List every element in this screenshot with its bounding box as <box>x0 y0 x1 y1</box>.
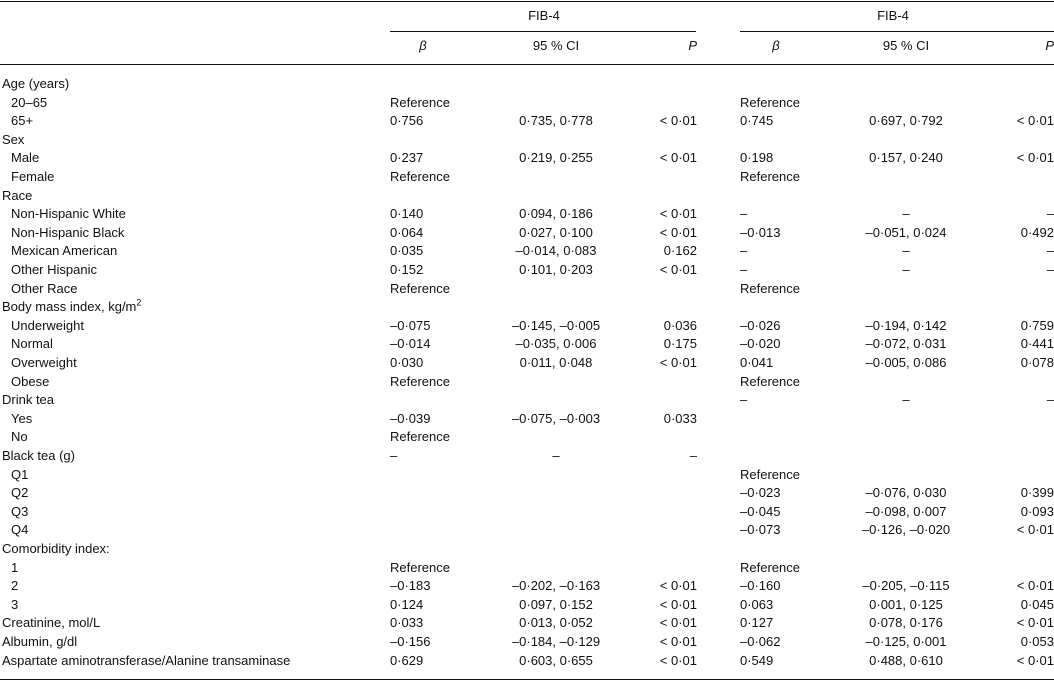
col-p-1: P <box>688 38 697 53</box>
cell-p1: 0·033 <box>663 410 697 426</box>
row-label <box>2 652 290 670</box>
cell-b1: 0·140 <box>390 206 424 222</box>
cell-b1: 0·064 <box>390 224 424 240</box>
cell-p1: < 0·01 <box>659 615 697 631</box>
cell-ci1: 0·027, 0·100 <box>519 224 593 240</box>
cell-p2: 0·053 <box>1020 634 1054 649</box>
cell-b2: –0·023 <box>740 485 781 501</box>
cell-b1: Reference <box>390 280 450 296</box>
cell-ci2: –0·051, 0·024 <box>865 224 947 240</box>
row-label-text: Age (years) <box>2 76 70 91</box>
row-label <box>11 242 117 260</box>
cell-p2: – <box>1046 262 1054 277</box>
cell-p1: 0·036 <box>663 317 697 333</box>
cell-b1: 0·035 <box>390 243 424 259</box>
row-label-text: Normal <box>11 336 53 352</box>
cell-b2: 0·041 <box>740 355 774 370</box>
cell-p1: < 0·01 <box>659 262 697 277</box>
cell-ci2: 0·001, 0·125 <box>869 596 943 612</box>
row-label <box>11 503 28 521</box>
row-label-superscript: 2 <box>136 297 142 308</box>
cell-p2: 0·093 <box>1020 503 1054 519</box>
cell-b1: – <box>390 448 398 463</box>
cell-ci1: 0·097, 0·152 <box>519 596 593 612</box>
cell-p1: < 0·01 <box>659 206 697 222</box>
cell-p1: < 0·01 <box>659 113 697 129</box>
cell-b1: 0·030 <box>390 355 424 370</box>
cell-p2: – <box>1046 243 1054 259</box>
cell-b2: –0·160 <box>740 578 781 594</box>
cell-ci2: –0·194, 0·142 <box>865 317 947 333</box>
cell-p1: 0·175 <box>663 336 697 352</box>
cell-b2: Reference <box>740 466 800 482</box>
row-label <box>11 373 49 391</box>
cell-p2: – <box>1046 392 1054 408</box>
row-label-text: Body mass index, kg/m <box>2 299 137 315</box>
row-label <box>11 466 28 484</box>
cell-ci1: – <box>552 448 560 463</box>
row-label-text: Non-Hispanic Black <box>11 224 125 240</box>
cell-p2: < 0·01 <box>1016 522 1054 538</box>
row-label-text: Q4 <box>11 522 29 538</box>
cell-ci2: –0·125, 0·001 <box>865 634 947 649</box>
row-label <box>2 187 32 205</box>
cell-ci1: 0·603, 0·655 <box>519 652 593 668</box>
cell-b2: Reference <box>740 169 800 184</box>
row-label <box>11 205 126 223</box>
cell-b2: –0·073 <box>740 522 781 538</box>
cell-b2: Reference <box>740 373 800 389</box>
row-label <box>2 540 110 558</box>
row-label-text: Underweight <box>11 317 84 333</box>
row-label-text: 2 <box>11 578 19 594</box>
cell-b2: –0·020 <box>740 336 781 352</box>
row-label-text: Male <box>11 150 40 166</box>
cell-p1: < 0·01 <box>659 652 697 668</box>
row-label <box>2 614 100 632</box>
cell-b2: 0·745 <box>740 113 774 129</box>
cell-b1: 0·124 <box>390 596 424 612</box>
row-label <box>2 298 141 316</box>
row-label <box>2 391 54 409</box>
cell-ci1: 0·219, 0·255 <box>519 150 593 166</box>
cell-ci1: –0·202, –0·163 <box>511 578 601 594</box>
cell-ci1: 0·735, 0·778 <box>519 113 593 129</box>
row-label-text: Female <box>11 169 55 184</box>
cell-b1: –0·183 <box>390 578 431 594</box>
row-label <box>2 633 77 651</box>
cell-ci2: 0·697, 0·792 <box>869 113 943 129</box>
row-label-text: Drink tea <box>2 392 55 408</box>
cell-ci1: –0·145, –0·005 <box>511 317 601 333</box>
cell-ci2: –0·005, 0·086 <box>865 355 947 370</box>
row-label-text: Sex <box>2 131 25 147</box>
cell-p1: – <box>689 448 697 463</box>
col-ci-2: 95 % CI <box>882 38 930 53</box>
cell-b2: – <box>740 262 748 277</box>
col-ci-1: 95 % CI <box>532 38 580 53</box>
cell-b2: Reference <box>740 280 800 296</box>
row-label <box>2 75 69 93</box>
cell-b2: Reference <box>740 94 800 110</box>
cell-ci2: – <box>902 206 910 222</box>
cell-p1: 0·162 <box>663 243 697 259</box>
cell-b1: –0·075 <box>390 317 431 333</box>
row-label-text: Race <box>2 187 33 203</box>
row-label-text: Mexican American <box>11 243 118 259</box>
cell-b1: –0·014 <box>390 336 431 352</box>
row-label-text: Aspartate aminotransferase/Alanine transaminase <box>2 652 291 668</box>
col-beta-2: β <box>772 38 780 53</box>
cell-ci2: 0·488, 0·610 <box>869 652 943 668</box>
row-label-text: Yes <box>11 410 33 426</box>
cell-ci2: –0·126, –0·020 <box>861 522 951 538</box>
cell-p1: < 0·01 <box>659 224 697 240</box>
cell-ci2: –0·098, 0·007 <box>865 503 947 519</box>
row-label-text: Black tea (g) <box>2 448 75 463</box>
cell-b2: –0·013 <box>740 224 781 240</box>
row-label-text: Other Race <box>11 280 78 296</box>
cell-b2: Reference <box>740 559 800 575</box>
cell-ci2: – <box>902 392 910 408</box>
row-label-text: 20–65 <box>11 94 48 110</box>
row-label-text: No <box>11 429 28 445</box>
cell-p2: < 0·01 <box>1016 615 1054 631</box>
cell-b1: 0·033 <box>390 615 424 631</box>
row-label <box>11 559 18 577</box>
row-label-text: Q1 <box>11 466 29 482</box>
cell-b1: 0·756 <box>390 113 424 129</box>
row-label <box>11 94 47 112</box>
row-label-text: Overweight <box>11 355 77 370</box>
cell-b1: 0·152 <box>390 262 424 277</box>
cell-ci1: –0·014, 0·083 <box>515 243 597 259</box>
cell-b2: – <box>740 206 748 222</box>
cell-b2: 0·549 <box>740 652 774 668</box>
cell-b2: – <box>740 392 748 408</box>
row-label-text: Q2 <box>11 485 29 501</box>
cell-b1: 0·237 <box>390 150 424 166</box>
cell-b1: Reference <box>390 169 450 184</box>
cell-ci2: –0·205, –0·115 <box>862 578 950 594</box>
cell-p2: 0·045 <box>1020 596 1054 612</box>
cell-ci2: – <box>902 262 910 277</box>
cell-b1: Reference <box>390 559 450 575</box>
cell-ci1: 0·101, 0·203 <box>519 262 593 277</box>
row-label-text: Other Hispanic <box>11 262 97 277</box>
row-label <box>11 577 18 595</box>
cell-b1: Reference <box>390 429 450 445</box>
cell-ci2: –0·072, 0·031 <box>865 336 947 352</box>
row-label-text: Albumin, g/dl <box>2 634 78 649</box>
row-label <box>11 317 84 335</box>
cell-p2: < 0·01 <box>1016 578 1054 594</box>
row-label <box>11 112 33 130</box>
cell-b2: 0·127 <box>740 615 774 631</box>
cell-p2: 0·399 <box>1020 485 1054 501</box>
row-label-text: Obese <box>11 373 50 389</box>
cell-b2: –0·026 <box>740 317 781 333</box>
group1-title: FIB-4 <box>528 8 560 23</box>
cell-ci2: –0·076, 0·030 <box>865 485 947 501</box>
row-label <box>11 168 54 186</box>
cell-b2: –0·045 <box>740 503 781 519</box>
row-label <box>11 521 28 539</box>
cell-b2: – <box>740 243 748 259</box>
row-label <box>11 335 53 353</box>
cell-b1: Reference <box>390 373 450 389</box>
row-label-text: Q3 <box>11 503 29 519</box>
cell-ci2: – <box>902 243 910 259</box>
cell-p1: < 0·01 <box>659 634 697 649</box>
row-label-text: 3 <box>11 596 19 612</box>
cell-ci1: 0·013, 0·052 <box>519 615 593 631</box>
cell-p2: < 0·01 <box>1016 652 1054 668</box>
cell-p2: 0·759 <box>1020 317 1054 333</box>
cell-b1: –0·039 <box>390 410 431 426</box>
row-label <box>11 280 77 298</box>
cell-ci1: –0·035, 0·006 <box>515 336 597 352</box>
row-label <box>11 428 28 446</box>
cell-ci2: 0·157, 0·240 <box>869 150 943 166</box>
cell-b2: 0·063 <box>740 596 774 612</box>
cell-p2: 0·441 <box>1020 336 1054 352</box>
cell-p2: 0·078 <box>1020 355 1054 370</box>
row-label <box>2 131 24 149</box>
row-label <box>2 447 75 465</box>
cell-p1: < 0·01 <box>659 596 697 612</box>
cell-b2: 0·198 <box>740 150 774 166</box>
cell-p2: < 0·01 <box>1016 150 1054 166</box>
row-label <box>11 596 18 614</box>
cell-p2: < 0·01 <box>1016 113 1054 129</box>
col-p-2: P <box>1045 38 1054 53</box>
cell-p1: < 0·01 <box>659 578 697 594</box>
cell-b2: –0·062 <box>740 634 781 649</box>
cell-b1: 0·629 <box>390 652 424 668</box>
cell-ci1: –0·075, –0·003 <box>511 410 601 426</box>
cell-p1: < 0·01 <box>659 150 697 166</box>
cell-b1: Reference <box>390 94 450 110</box>
row-label-text: Non-Hispanic White <box>11 206 126 222</box>
group2-title: FIB-4 <box>877 8 909 23</box>
cell-ci1: 0·094, 0·186 <box>519 206 593 222</box>
cell-p1: < 0·01 <box>659 355 697 370</box>
cell-ci2: 0·078, 0·176 <box>869 615 943 631</box>
row-label-text: Comorbidity index: <box>2 541 110 556</box>
row-label <box>11 484 28 502</box>
cell-b1: –0·156 <box>390 634 431 649</box>
row-label <box>11 410 32 428</box>
cell-ci1: –0·184, –0·129 <box>511 634 601 649</box>
row-label <box>11 224 124 242</box>
col-beta-1: β <box>419 38 427 53</box>
row-label-text: Creatinine, mol/L <box>2 615 101 631</box>
row-label-text: 1 <box>11 559 19 575</box>
row-label <box>11 149 39 167</box>
row-label <box>11 354 77 372</box>
row-label-text: 65+ <box>11 113 34 129</box>
row-label <box>11 261 97 279</box>
cell-p2: – <box>1046 206 1054 222</box>
cell-p2: 0·492 <box>1020 224 1054 240</box>
table-bottom-rule <box>0 679 1054 680</box>
cell-ci1: 0·011, 0·048 <box>519 355 593 370</box>
